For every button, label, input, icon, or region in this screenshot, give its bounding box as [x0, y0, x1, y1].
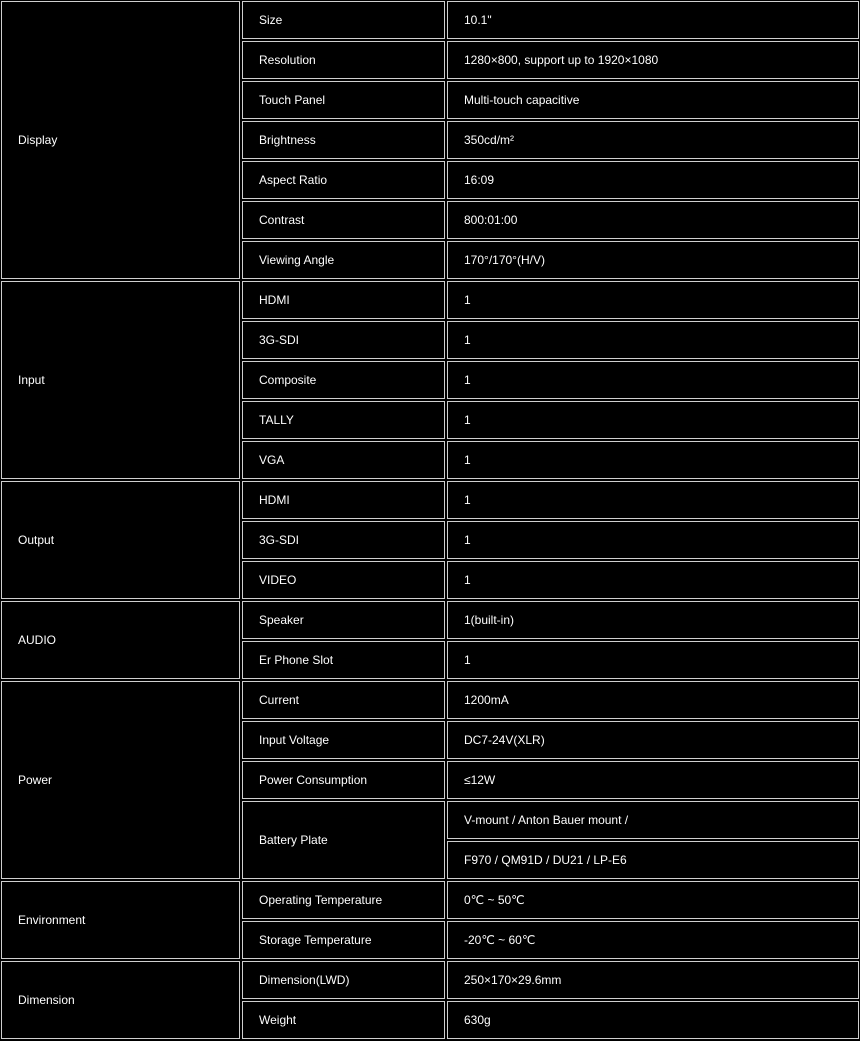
spec-label: Composite: [242, 361, 445, 399]
spec-value: 1280×800, support up to 1920×1080: [447, 41, 859, 79]
table-row: [1, 481, 859, 519]
spec-label: Storage Temperature: [242, 921, 445, 959]
spec-label: Contrast: [242, 201, 445, 239]
spec-label: Weight: [242, 1001, 445, 1039]
spec-value: DC7-24V(XLR): [447, 721, 859, 759]
spec-value: 1: [447, 641, 859, 679]
spec-label: Touch Panel: [242, 81, 445, 119]
spec-value: 1(built-in): [447, 601, 859, 639]
table-row: [1, 601, 859, 639]
spec-value: 1: [447, 281, 859, 319]
spec-value: F970 / QM91D / DU21 / LP-E6: [447, 841, 859, 879]
spec-label: Current: [242, 681, 445, 719]
spec-value: Multi-touch capacitive: [447, 81, 859, 119]
table-row: [1, 961, 859, 999]
spec-label: Power Consumption: [242, 761, 445, 799]
group-audio: AUDIO: [1, 601, 240, 679]
group-environment: Environment: [1, 881, 240, 959]
spec-value: 1: [447, 321, 859, 359]
spec-label: VIDEO: [242, 561, 445, 599]
spec-label: Operating Temperature: [242, 881, 445, 919]
spec-value: 170°/170°(H/V): [447, 241, 859, 279]
spec-label: Battery Plate: [242, 801, 445, 879]
spec-label: 3G-SDI: [242, 321, 445, 359]
spec-value: 1: [447, 561, 859, 599]
spec-label: HDMI: [242, 481, 445, 519]
spec-label: TALLY: [242, 401, 445, 439]
table-row: [1, 681, 859, 719]
group-input: Input: [1, 281, 240, 479]
spec-label: Speaker: [242, 601, 445, 639]
spec-label: Input Voltage: [242, 721, 445, 759]
spec-label: 3G-SDI: [242, 521, 445, 559]
group-power: Power: [1, 681, 240, 879]
spec-label: Brightness: [242, 121, 445, 159]
spec-value: 350cd/m²: [447, 121, 859, 159]
group-dimension: Dimension: [1, 961, 240, 1039]
spec-label: Aspect Ratio: [242, 161, 445, 199]
spec-label: Resolution: [242, 41, 445, 79]
spec-value: 1: [447, 441, 859, 479]
spec-value: 250×170×29.6mm: [447, 961, 859, 999]
spec-value: 1200mA: [447, 681, 859, 719]
spec-label: Size: [242, 1, 445, 39]
spec-value: 630g: [447, 1001, 859, 1039]
spec-value: 1: [447, 401, 859, 439]
spec-value: 1: [447, 481, 859, 519]
spec-value: 1: [447, 361, 859, 399]
spec-label: Dimension(LWD): [242, 961, 445, 999]
spec-value: 1: [447, 521, 859, 559]
spec-label: VGA: [242, 441, 445, 479]
spec-label: Viewing Angle: [242, 241, 445, 279]
spec-value: -20℃ ~ 60℃: [447, 921, 859, 959]
spec-value: V-mount / Anton Bauer mount /: [447, 801, 859, 839]
spec-label: Er Phone Slot: [242, 641, 445, 679]
spec-value: ≤12W: [447, 761, 859, 799]
spec-value: 10.1": [447, 1, 859, 39]
table-row: [1, 881, 859, 919]
spec-value: 800:01:00: [447, 201, 859, 239]
spec-value: 0℃ ~ 50℃: [447, 881, 859, 919]
group-display: Display: [1, 1, 240, 279]
group-output: Output: [1, 481, 240, 599]
table-row: [1, 281, 859, 319]
spec-label: HDMI: [242, 281, 445, 319]
spec-value: 16:09: [447, 161, 859, 199]
table-row: [1, 1, 859, 39]
